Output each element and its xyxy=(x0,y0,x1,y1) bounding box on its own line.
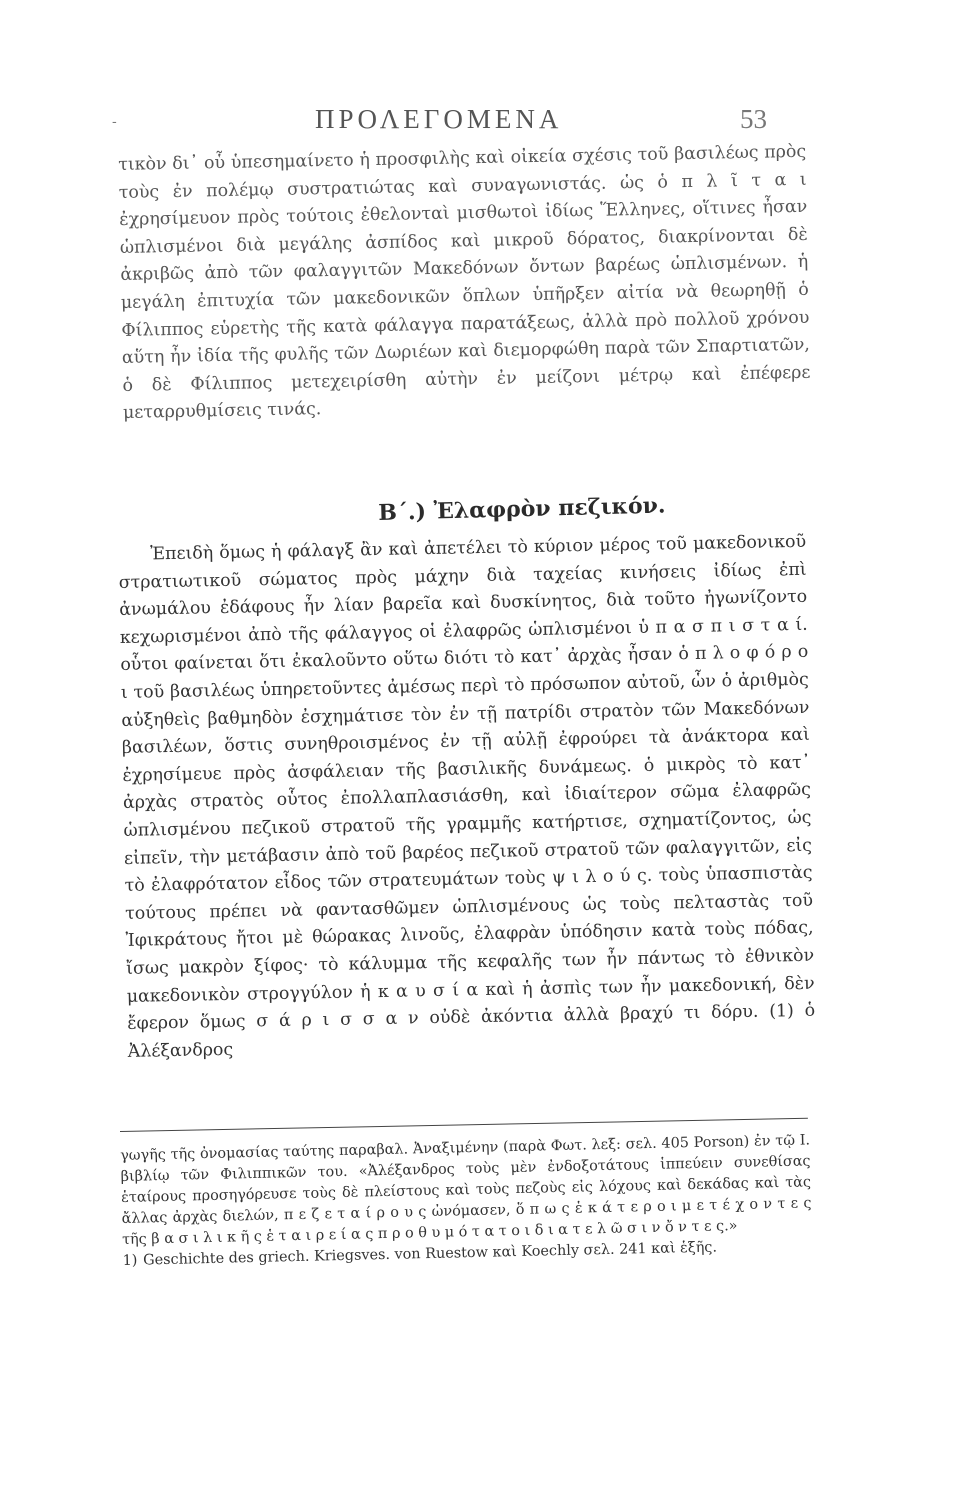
paragraph-continuation: τικὸν δι᾽ οὗ ὑπεσημαίνετο ἡ προσφιλὴς καὶ οἰκεία σχέσις τοῦ βασιλέως πρὸς τοὺς ἐν πολέμῳ συστρατιώτας καὶ συναγωνιστάς. ὡς ὁ π λ ῖ τ α ι ἐχρησίμευον πρὸς τούτοις ἐθελονταὶ μισθωτοὶ ἰδίως Ἕλληνες, οἵτινες ἦσαν ὡπλισμένοι διὰ μεγάλης ἀσπίδος καὶ μικροῦ δόρατος, διακρίνονται δὲ ἀκριβῶς ἀπὸ τῶν φαλαγγιτῶν Μακεδόνων ὄντων βαρέως ὡπλισμένων. ἡ μεγάλη ἐπιτυχία τῶν μακεδονικῶν ὅπλων ὑπῆρξεν αἰτία νὰ θεωρηθῇ ὁ Φίλιππος εὑρετὴς τῆς κατὰ φάλαγγα παρατάξεως, ἀλλὰ πρὸ πολλοῦ χρόνου αὕτη ἦν ἰδία τῆς φυλῆς τῶν Δωριέων καὶ διεμορφώθη παρὰ τῶν Σπαρτιατῶν, ὁ δὲ Φίλιππος μετεχειρίσθη αὐτὴν ἐν μείζονι μέτρῳ καὶ ἐπέφερε μεταρρυθμίσεις τινάς. xyxy=(118,141,811,424)
footnote-1-marker: 1) xyxy=(122,1252,138,1269)
running-header xyxy=(100,102,800,142)
paragraph-light-infantry: Ἐπειδὴ ὅμως ἡ φάλαγξ ἂν καὶ ἀπετέλει τὸ κύριον μέρος τοῦ μακεδονικοῦ στρατιωτικοῦ σώματος πρὸς μάχην διὰ ταχείας κινήσεις ἰδίως ἐπὶ ἀνωμάλου ἐδάφους ἦν λίαν βαρεῖα καὶ δυσκίνητος, διὰ τοῦτο ἠγωνίζοντο κεχωρισμένοι ἀπὸ τῆς φάλαγγος οἱ ἐλαφρῶς ὡπλισμένοι ὑ π α σ π ι σ τ α ί. οὗτοι φαίνεται ὅτι ἐκαλοῦντο οὕτω διότι τὸ κατ᾽ ἀρχὰς ἦσαν ὁ π λ ο φ ό ρ ο ι τοῦ βασιλέως ὑπηρετοῦντες ἀμέσως περὶ τὸ πρόσωπον αὐτοῦ, ὧν ὁ ἀριθμὸς αὐξηθεὶς βαθμηδὸν ἐσχημάτισε τὸν ἐν τῇ πατρίδι στρατὸν τῶν Μακεδόνων βασιλέων, ὅστις συνηθροισμένος ἐν τῇ αὐλῇ ἐφρούρει τὰ ἀνάκτορα καὶ ἐχρησίμευε πρὸς ἀσφάλειαν τῆς βασιλικῆς δυνάμεως. ὁ μικρὸς τὸ κατ᾽ ἀρχὰς στρατὸς οὗτος ἐπολλαπλασιάσθη, καὶ ἰδιαίτερον σῶμα ἐλαφρῶς ὡπλισμένου πεζικοῦ στρατοῦ τῆς γραμμῆς κατήρτισε, σχηματίζοντος, ὡς εἰπεῖν, τὴν μετάβασιν ἀπὸ τοῦ βαρέος πεζικοῦ στρατοῦ τῶν φαλαγγιτῶν, εἰς τὸ ἐλαφρότατον εἶδος τῶν στρατευμάτων τοὺς ψ ι λ ο ύ ς. τοὺς ὑπασπιστὰς τούτους πρέπει νὰ φαντασθῶμεν ὡπλισμένους ὡς τοὺς πελταστὰς τοῦ Ἰφικράτους ἤτοι μὲ θώρακας λινοῦς, ἐλαφρὰν ὑπόδησιν κατὰ τοὺς πόδας, ἴσως μακρὸν ξίφος· τὸ κάλυμμα τῆς κεφαλῆς των ἦν πάντως τὸ ἐθνικὸν μακεδονικὸν στρογγύλον ἡ κ α υ σ ί α καὶ ἡ ἀσπὶς των ἦν μακεδονική, δὲν ἔφερον ὅμως σ ά ρ ι σ σ α ν οὐδὲ ἀκόντια ἀλλὰ βραχύ τι δόρυ. (1) ὁ Ἀλέξανδρος xyxy=(118,531,816,1062)
footnote-1-text: Geschichte des griech. Kriegsves. von Ruestow καὶ Koechly σελ. 241 καὶ ἑξῆς. xyxy=(143,1239,718,1269)
body-text-main xyxy=(118,529,816,1066)
page-number: 53 xyxy=(740,104,767,134)
footnotes xyxy=(120,1130,813,1272)
header-marker: - xyxy=(112,114,117,130)
section-heading: Β΄.) Ἐλαφρὸν πεζικόν. xyxy=(378,492,666,526)
footnote-continuation: γωγῆς τῆς ὀνομασίας ταύτης παραβαλ. Ἀναξιμένην (παρὰ Φωτ. λεξ: σελ. 405 Porson) ἐν τῷ I. βιβλίῳ τῶν Φιλιππικῶν του. «Ἀλέξανδρος τοὺς μὲν ἐνδοξοτάτους ἱππεύειν συνεθίσας ἑταίρους προσηγόρευσε τοὺς δὲ πλείστους καὶ τοὺς πεζοὺς εἰς λόχους καὶ δεκάδας καὶ τὰς ἄλλας ἀρχὰς διελών, π ε ζ ε τ α ί ρ ο υ ς ὠνόμασεν, ὅ π ω ς ἑ κ ά τ ε ρ ο ι μ ε τ έ χ ο ν τ ε ς τῆς β α σ ι λ ι κ ῆ ς ἑ τ α ι ρ ε ί α ς π ρ ο θ υ μ ό τ α τ ο ι δ ι α τ ε λ ῶ σ ι ν ὄ ν τ ε ς.» xyxy=(120,1132,812,1248)
body-text-top xyxy=(118,139,811,428)
running-title: ΠΡΟΛΕΓΟΜΕΝΑ xyxy=(315,104,563,134)
footnote-divider xyxy=(120,1118,808,1132)
